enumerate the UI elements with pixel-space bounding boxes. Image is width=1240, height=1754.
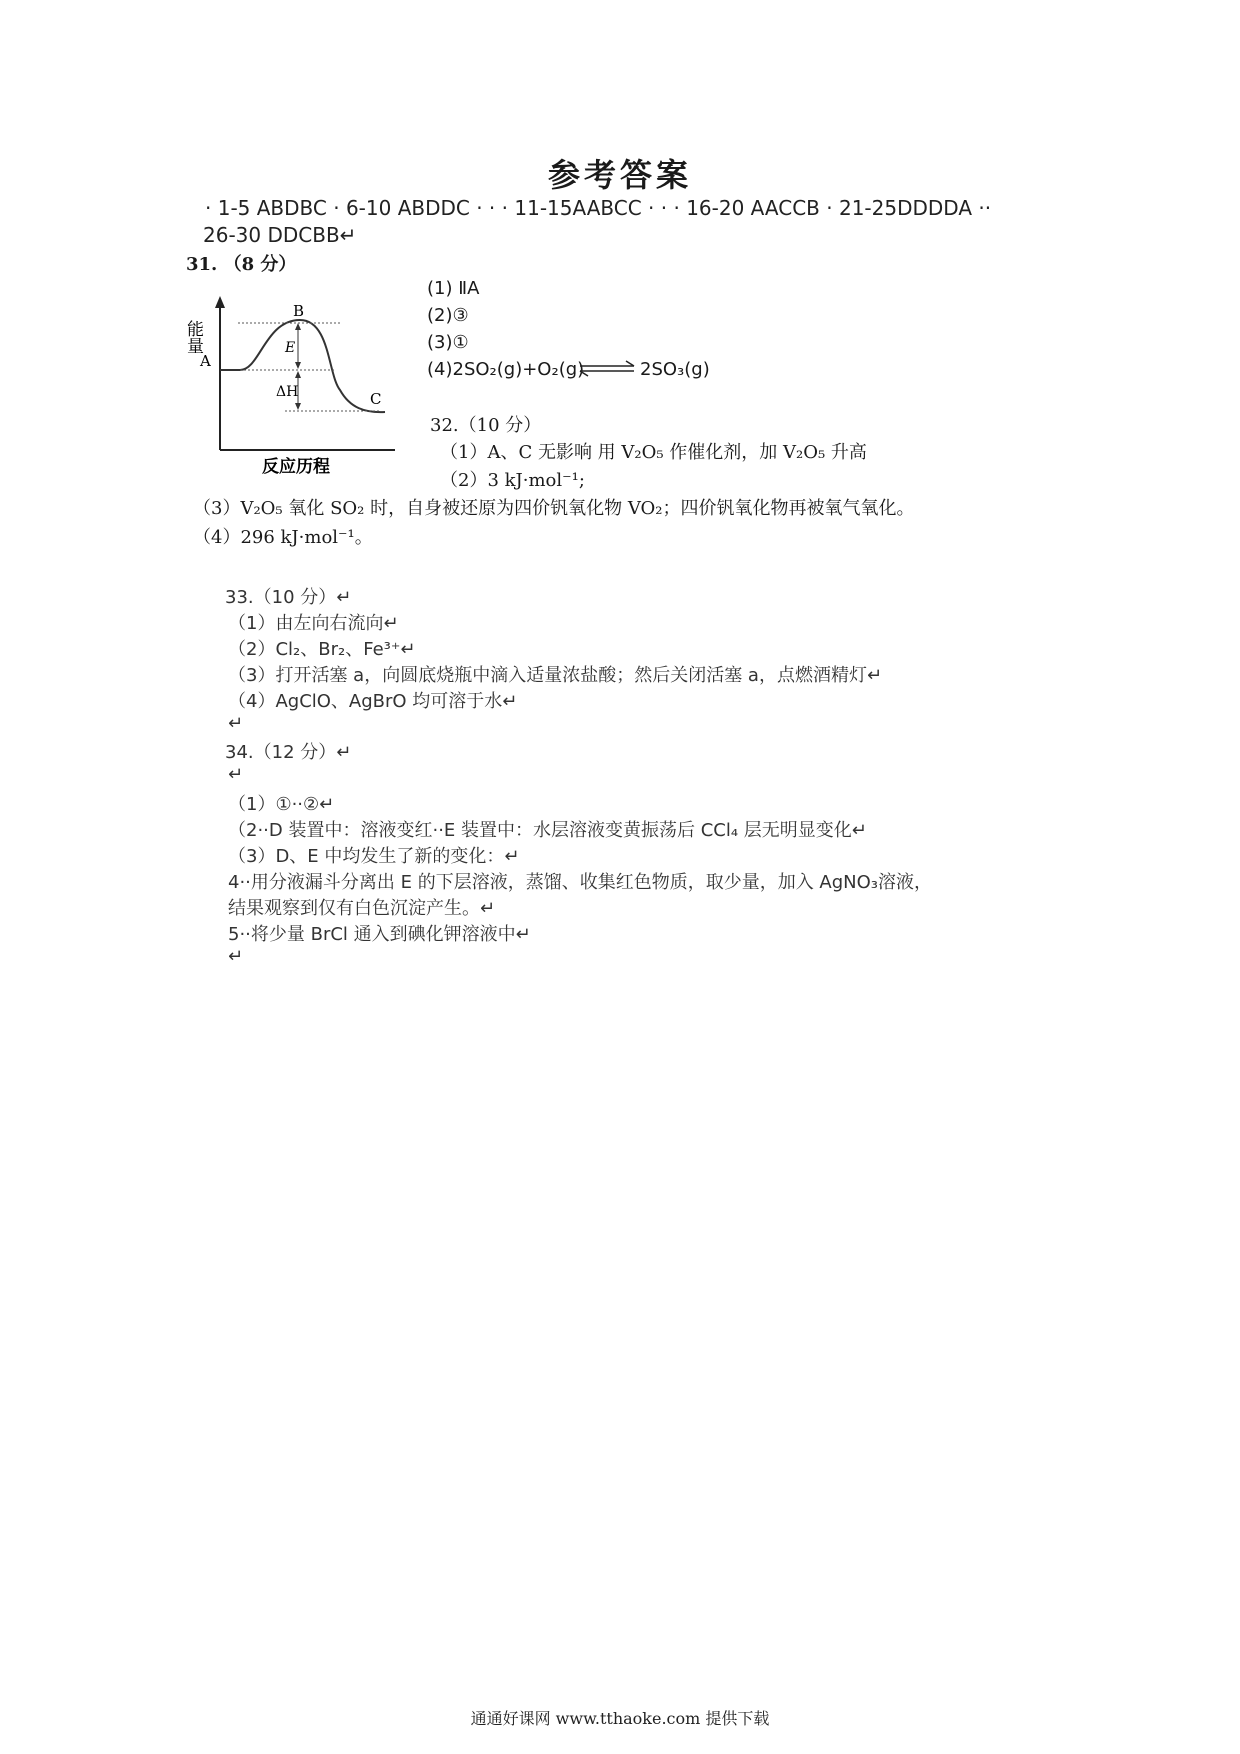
q34-line-7: 5··将少量 BrCl 通入到碘化钾溶液中↵ (228, 924, 531, 945)
q32-line-4: （4）296 kJ·mol⁻¹。 (193, 527, 373, 548)
delta-h-label: ΔH (276, 384, 299, 400)
q32-line-1: （1）A、C 无影响 用 V₂O₅ 作催化剂，加 V₂O₅ 升高 (440, 442, 867, 463)
q34-line-4: （3）D、E 中均发生了新的变化：↵ (228, 846, 520, 867)
equilibrium-arrow (578, 358, 638, 380)
q34-line-5: 4··用分液漏斗分离出 E 的下层溶液，蒸馏、收集红色物质，取少量，加入 AgNO₃溶液， (228, 872, 933, 893)
q33-header: 33.（10 分）↵ (225, 587, 352, 608)
q31-answer-4: (4)2SO₂(g)+O₂(g) (427, 359, 585, 380)
q34-line-3: （2··D 装置中：溶液变红··E 装置中：水层溶液变黄振荡后 CCl₄ 层无明显变化↵ (228, 820, 867, 841)
footer-text: 通通好课网 www.tthaoke.com 提供下载 (470, 1709, 770, 1728)
q34-line-2: （1）①··②↵ (228, 794, 335, 815)
q32-line-2: （2）3 kJ·mol⁻¹; (440, 470, 585, 491)
q34-line-1: ↵ (228, 764, 244, 785)
q31-header: 31. （8 分） (186, 254, 297, 275)
page-title: 参考答案 (547, 156, 692, 194)
q31-answer-1: (1) ⅡA (427, 278, 480, 299)
x-axis-label: 反应历程 (262, 457, 330, 477)
q32-line-3: （3）V₂O₅ 氧化 SO₂ 时，自身被还原为四价钒氧化物 VO₂；四价钒氧化物再被氧气氧化。 (193, 498, 915, 519)
point-a-label: A (200, 352, 211, 370)
q33-line-1: （1）由左向右流向↵ (228, 613, 399, 634)
q32-header: 32.（10 分） (430, 415, 542, 436)
q31-answer-4-product: 2SO₃(g) (640, 359, 710, 380)
q33-line-4: （4）AgClO、AgBrO 均可溶于水↵ (228, 691, 518, 712)
q31-answer-3: (3)① (427, 332, 469, 353)
energy-diagram (183, 290, 400, 477)
q34-line-8: ↵ (228, 946, 244, 967)
point-b-label: B (293, 302, 305, 320)
mc-answers-line-2: 26-30 DDCBB↵ (203, 223, 357, 247)
q31-answer-2: (2)③ (427, 305, 469, 326)
y-axis-label: 能量 (183, 320, 203, 354)
point-c-label: C (370, 390, 382, 408)
q34-header: 34.（12 分）↵ (225, 742, 352, 763)
activation-energy-label: E (285, 340, 296, 356)
mc-answers-line-1: · 1-5 ABDBC · 6-10 ABDDC · · · 11-15AABCC · · · 16-20 AACCB · 21-25DDDDA ·· (205, 196, 992, 220)
q34-line-6: 结果观察到仅有白色沉淀产生。↵ (228, 898, 496, 919)
q33-line-5: ↵ (228, 713, 244, 734)
q33-line-2: （2）Cl₂、Br₂、Fe³⁺↵ (228, 639, 416, 660)
q33-line-3: （3）打开活塞 a，向圆底烧瓶中滴入适量浓盐酸；然后关闭活塞 a，点燃酒精灯↵ (228, 665, 883, 686)
